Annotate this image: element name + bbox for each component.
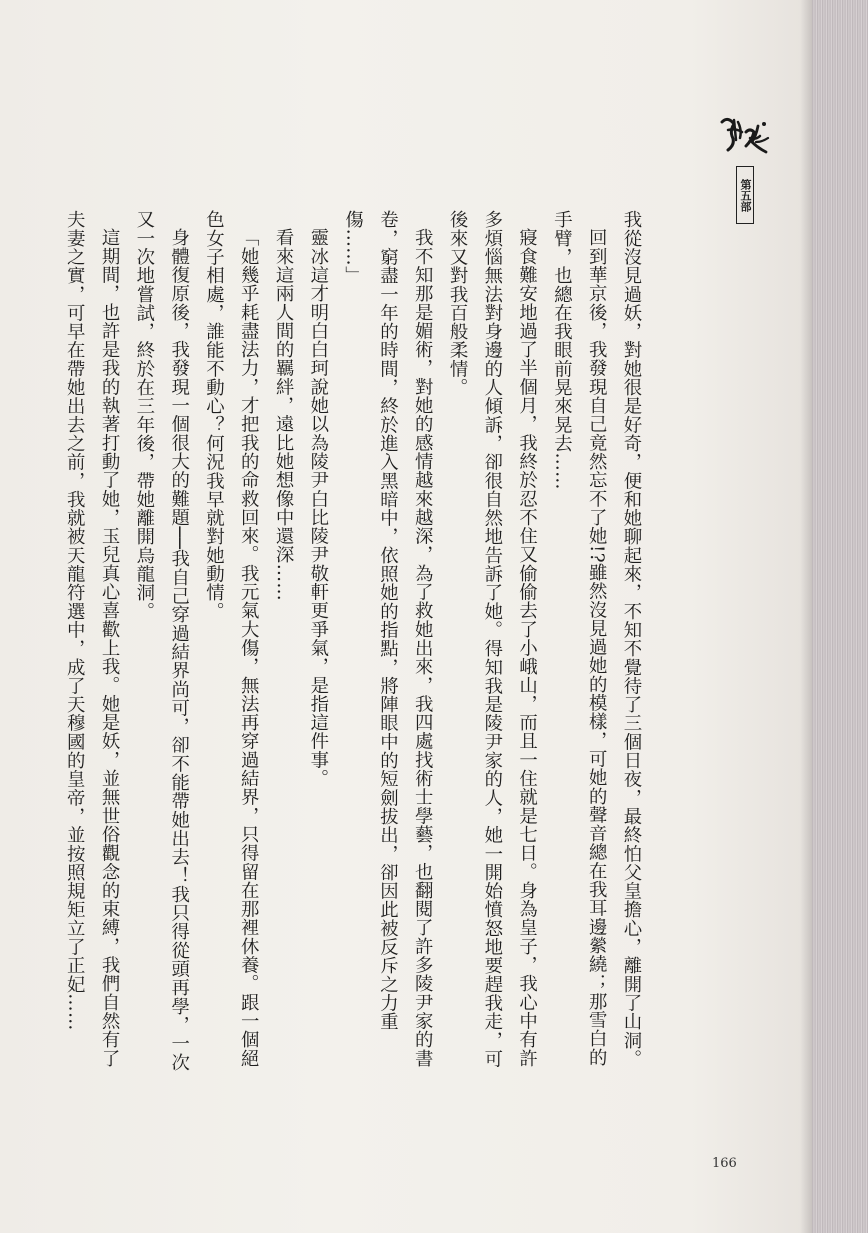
- paragraph-8: 身體復原後，我發現一個很大的難題──我自己穿過結界尚可，卻不能帶她出去！我只得從頭再學，一次又一次地嘗試，終於在三年後，帶她離開烏龍洞。: [133, 210, 190, 1072]
- paragraph-9: 這期間，也許是我的執著打動了她，玉兒真心喜歡上我。她是妖，並無世俗觀念的束縛，我們自然有了夫妻之實，可早在帶她出去之前，我就被天龍符選中，成了天穆國的皇帝，並按照規矩立了正妃……: [64, 210, 121, 1068]
- paragraph-1: 我從沒見過妖，對她很是好奇，便和她聊起來，不知不覺待了三個日夜，最終怕父皇擔心，離開了山洞。: [621, 210, 642, 1068]
- title-logo: [716, 112, 772, 162]
- book-page-edges: [812, 0, 868, 1233]
- body-text: [56, 210, 648, 1080]
- paragraph-3: 寢食難安地過了半個月，我終於忍不住又偷偷去了小峨山，而且一住就是七日。身為皇子，我心中有許多煩惱無法對身邊的人傾訴，卻很自然地告訴了她。得知我是陵尹家的人，她一開始憤怒地要趕我走，可後來又對我百般柔情。: [447, 210, 538, 1068]
- paragraph-4: 我不知那是媚術，對她的感情越來越深，為了救她出來，我四處找術士學藝，也翻閱了許多陵尹家的書卷，窮盡一年的時間，終於進入黑暗中，依照她的指點，將陣眼中的短劍拔出，卻因此被反斥之力重傷……」: [342, 210, 434, 1068]
- part-label: 第五部: [736, 166, 754, 224]
- paragraph-5: 靈冰這才明白白珂說她以為陵尹白比陵尹敬軒更爭氣，是指這件事。: [307, 228, 329, 788]
- chapter-header: [716, 112, 772, 232]
- cat-demon-calligraphy-logo: [716, 112, 772, 162]
- paragraph-2: 回到華京後，我發現自己竟然忘不了她!?雖然沒見過她的模樣，可她的聲音總在我耳邊縈繞；那雪白的手臂，也總在我眼前晃來晃去……: [551, 210, 608, 1067]
- paragraph-6: 看來這兩人間的羈絆，遠比她想像中還深……: [273, 228, 295, 602]
- page-number: 166: [712, 1156, 737, 1171]
- paragraph-7: 「她幾乎耗盡法力，才把我的命救回來。我元氣大傷，無法再穿過結界，只得留在那裡休養。跟一個絕色女子相處，誰能不動心？何況我早就對她動情。: [203, 210, 260, 1068]
